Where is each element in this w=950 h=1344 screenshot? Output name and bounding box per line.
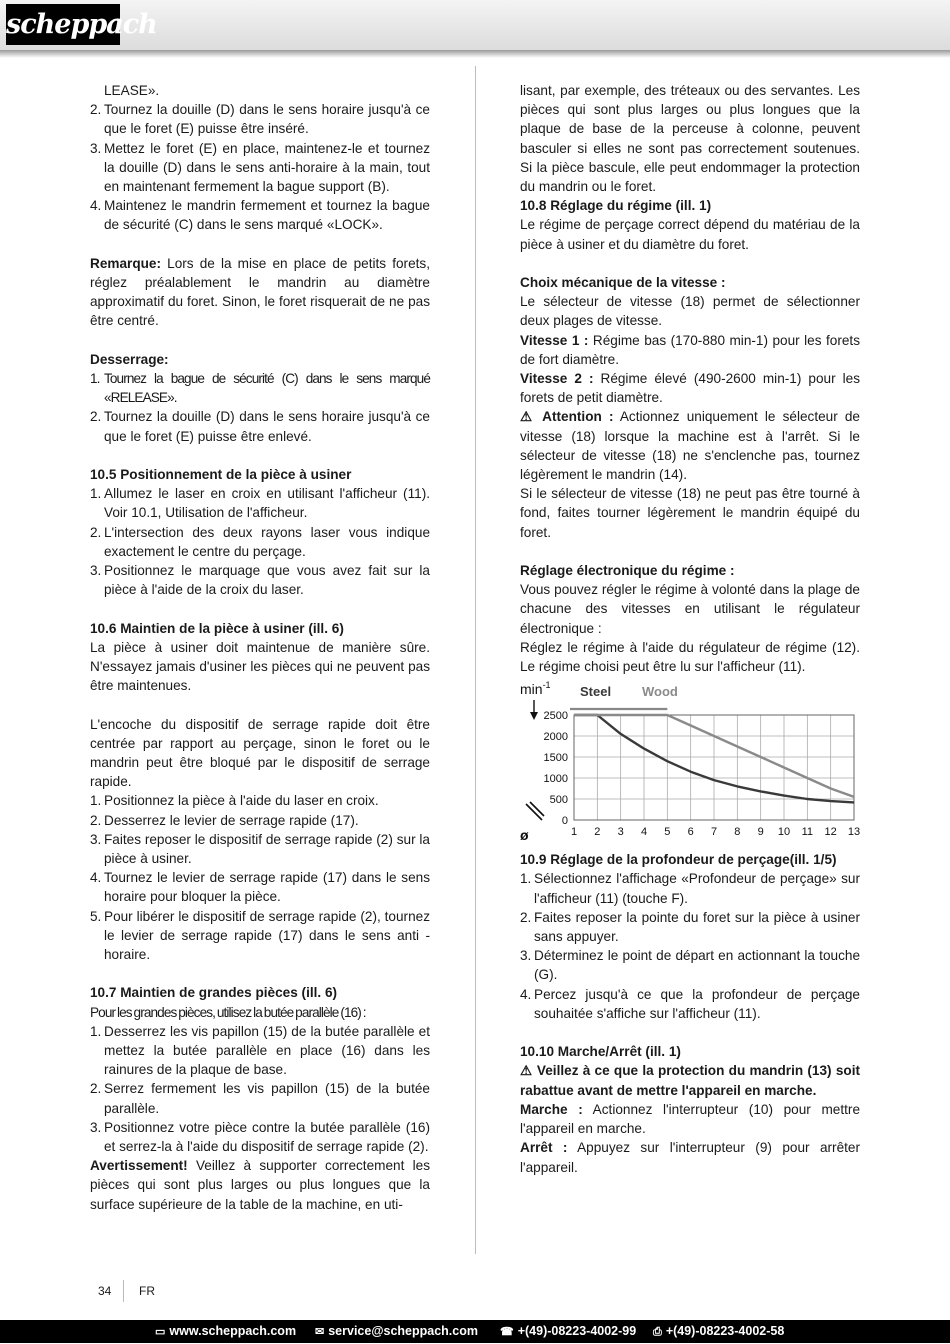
x-tick-label: 6 — [687, 826, 694, 839]
list-item: 2. L'intersection des deux rayons laser vous indique exactement le centre du perçage. — [90, 524, 430, 559]
list-item: 4. Tournez le levier de serrage rapide (17) dans le sens horaire pour bloquer la pièce. — [90, 870, 430, 905]
list-item: 1. Allumez le laser en croix en utilisant l'afficheur (11). Voir 10.1, Utilisation de l'afficheur. — [90, 486, 430, 521]
footer-separator — [123, 1280, 124, 1302]
list-item: 1. Positionnez la pièce à l'aide du laser en croix. — [90, 793, 379, 809]
mounting-steps — [90, 100, 430, 234]
x-tick-label: 5 — [664, 826, 671, 839]
speed-chart-svg — [516, 680, 861, 840]
drill-bit-icon — [526, 802, 544, 820]
paragraph: Vitesse 1 : Régime bas (170-880 min-1) pour les forets de fort diamètre. — [520, 332, 860, 367]
y-axis-label: $\min^{-1}$ — [520, 680, 551, 698]
x-tick-label: 12 — [824, 826, 837, 839]
release-steps — [90, 369, 430, 446]
section-heading: 10.6 Maintien de la pièce à usiner (ill. 6) — [90, 620, 344, 636]
paragraph: Réglez le régime à l'aide du régulateur de régime (12). Le régime choisi peut être lu sur l'afficheur (11). — [520, 639, 860, 675]
section-heading: Réglage électronique du régime : — [520, 563, 735, 579]
list-item: 3. Faites reposer le dispositif de serrage rapide (2) sur la pièce à usiner. — [90, 831, 430, 867]
paragraph: Vous pouvez régler le régime à volonté dans la plage de chacune des vitesses en utilisant le régulateur électronique : — [520, 582, 860, 636]
fax-icon: ⎙ — [653, 1326, 662, 1338]
list-item: 1. Tournez la bague de sécurité (C) dans le sens marqué «RELEASE». — [90, 371, 430, 406]
paragraph: Si le sélecteur de vitesse (18) ne peut pas être tourné à fond, faites tourner légèrement le mandrin équipé du foret. — [520, 486, 860, 540]
remark-paragraph: Remarque: Lors de la mise en place de petits forets, réglez préalablement le mandrin au diamètre approximatif du foret. Sinon, le foret risquerait de ne pas être centré. — [90, 255, 430, 329]
list-item: 2. Desserrez le levier de serrage rapide (17). — [90, 812, 359, 828]
paragraph: lisant, par exemple, des tréteaux ou des servantes. Les pièces qui sont plus larges ou plus longues que la plaque de base de la perceuse à colonne, peuvent basculer si elles ne sont pas correctement soutenues. Si la pièce bascule, elle peut endommager la protection du mandrin ou le foret. — [520, 83, 860, 195]
paragraph: La pièce à usiner doit maintenue de manière sûre. N'essayez jamais d'usiner les pièces qui ne peuvent pas être maintenues. — [90, 639, 430, 694]
x-tick-label: 10 — [777, 826, 791, 839]
y-axis-arrowhead — [530, 712, 538, 720]
x-tick-label: 7 — [710, 826, 718, 839]
header-shadow — [0, 50, 950, 58]
x-tick-label: 9 — [757, 826, 764, 839]
email-link[interactable]: ✉ service@scheppach.com — [315, 1320, 478, 1344]
section-heading: Desserrage: — [90, 351, 169, 367]
y-tick-label: 1500 — [543, 752, 568, 765]
list-item: 3. Positionnez votre pièce contre la butée parallèle (16) et serrez-la à l'aide du dispositif de serrage rapide (2). — [90, 1119, 430, 1155]
list-item: 1. Desserrez les vis papillon (15) de la butée parallèle et mettez la butée parallèle en place (16) dans les rainures de la plaque de base. — [90, 1023, 430, 1078]
page-number: 34 — [98, 1284, 112, 1298]
section-heading: 10.8 Réglage du régime (ill. 1) — [520, 198, 712, 214]
positioning-steps — [90, 484, 430, 599]
computer-icon: ▭ — [155, 1326, 166, 1338]
legend-entry-wood: Wood — [642, 684, 678, 700]
x-tick-label: 3 — [617, 826, 624, 839]
list-item: 4. Maintenez le mandrin fermement et tournez la bague de sécurité (C) dans le sens marqué «LOCK». — [90, 198, 430, 233]
paragraph: L'encoche du dispositif de serrage rapide doit être centrée par rapport au perçage, sinon le foret ou le mandrin peut être bloqué par le dispositif de serrage rapide. — [90, 716, 430, 790]
list-item: 2. Faites reposer la pointe du foret sur la pièce à usiner sans appuyer. — [520, 909, 860, 945]
list-item: 2. Serrez fermement les vis papillon (15) de la butée parallèle. — [90, 1081, 430, 1116]
section-heading: 10.5 Positionnement de la pièce à usiner — [90, 467, 352, 483]
website-link[interactable]: ▭ www.scheppach.com — [155, 1320, 296, 1344]
mail-icon: ✉ — [315, 1326, 325, 1338]
left-column — [90, 81, 430, 1214]
section-heading: 10.7 Maintien de grandes pièces (ill. 6) — [90, 985, 338, 1001]
page-header — [0, 0, 950, 51]
y-tick-label: 500 — [549, 794, 568, 807]
list-item: 5. Pour libérer le dispositif de serrage rapide (2), tournez le levier de serrage rapide (17) dans le sens anti -horaire. — [90, 908, 430, 963]
clamping-steps — [90, 791, 430, 964]
paragraph: Le régime de perçage correct dépend du matériau de la pièce à usiner et du diamètre du foret. — [520, 217, 860, 252]
y-tick-label: 2000 — [543, 731, 568, 744]
phone-number: ☎ +(49)-08223-4002-99 — [500, 1320, 636, 1344]
list-item: 3. Déterminez le point de départ en actionnant la touche (G). — [520, 948, 860, 983]
list-continuation: LEASE». — [104, 83, 160, 98]
large-piece-steps — [90, 1022, 430, 1156]
list-item: 2. Tournez la douille (D) dans le sens horaire jusqu'à ce que le foret (E) puisse être inséré. — [90, 102, 430, 137]
y-tick-label: 1000 — [543, 773, 568, 786]
x-axis-label: ø — [520, 827, 529, 841]
list-item: 1. Sélectionnez l'affichage «Profondeur de perçage» sur l'afficheur (11) (touche F). — [520, 871, 860, 906]
x-tick-label: 2 — [594, 826, 601, 839]
x-tick-label: 1 — [570, 826, 578, 839]
paragraph: Pour les grandes pièces, utilisez la butée parallèle (16) : — [90, 1004, 366, 1020]
language-code: FR — [139, 1284, 155, 1298]
y-tick-label: 0 — [561, 815, 568, 828]
speed-chart — [516, 680, 861, 840]
right-column — [520, 81, 860, 1177]
attention-paragraph: ⚠ Attention : Actionnez uniquement le sélecteur de vitesse (18) lorsque la machine est à l'arrêt. Si le sélecteur de vitesse (18) ne s'enclenche pas, tournez légèrement le mandrin (14). — [520, 409, 860, 483]
x-tick-label: 4 — [640, 826, 648, 839]
contact-bar — [0, 1320, 950, 1343]
paragraph: Vitesse 2 : Régime élevé (490-2600 min-1) pour les forets de petit diamètre. — [520, 371, 860, 406]
list-item: 2. Tournez la douille (D) dans le sens horaire jusqu'à ce que le foret (E) puisse être enlevé. — [90, 409, 430, 444]
column-divider — [475, 66, 476, 1254]
section-heading: Choix mécanique de la vitesse : — [520, 275, 726, 291]
scheppach-logo: scheppach — [6, 4, 120, 45]
y-tick-label: 2500 — [543, 710, 568, 723]
paragraph: Arrêt : Appuyez sur l'interrupteur (9) pour arrêter l'appareil. — [520, 1140, 860, 1175]
section-heading: 10.10 Marche/Arrêt (ill. 1) — [520, 1044, 681, 1060]
x-tick-label: 13 — [847, 826, 861, 839]
list-item: 4. Percez jusqu'à ce que la profondeur de perçage souhaitée s'affiche sur l'afficheur (11). — [520, 986, 860, 1021]
list-item: 3. Positionnez le marquage que vous avez fait sur la pièce à l'aide de la croix du laser. — [90, 563, 430, 598]
paragraph: Le sélecteur de vitesse (18) permet de sélectionner deux plages de vitesse. — [520, 294, 860, 329]
list-item: 3. Mettez le foret (E) en place, maintenez-le et tournez la douille (D) dans le sens anti-horaire à la main, tout en maintenant fermement la bague support (B). — [90, 140, 430, 195]
x-tick-label: 11 — [801, 826, 814, 839]
paragraph: Marche : Actionnez l'interrupteur (10) pour mettre l'appareil en marche. — [520, 1101, 860, 1137]
depth-steps — [520, 869, 860, 1023]
legend-entry-steel: Steel — [580, 684, 612, 700]
section-heading: 10.9 Réglage de la profondeur de perçage(ill. 1/5) — [520, 852, 837, 868]
warning-paragraph: Avertissement! Veillez à supporter correctement les pièces qui sont plus larges ou plus longues que la surface supérieure de la table de la machine, en uti- — [90, 1158, 430, 1212]
safety-warning: ⚠ Veillez à ce que la protection du mandrin (13) soit rabattue avant de mettre l'appareil en marche. — [520, 1063, 860, 1098]
phone-icon: ☎ — [500, 1326, 514, 1338]
x-tick-label: 8 — [734, 826, 741, 839]
fax-number: ⎙ +(49)-08223-4002-58 — [653, 1320, 784, 1344]
